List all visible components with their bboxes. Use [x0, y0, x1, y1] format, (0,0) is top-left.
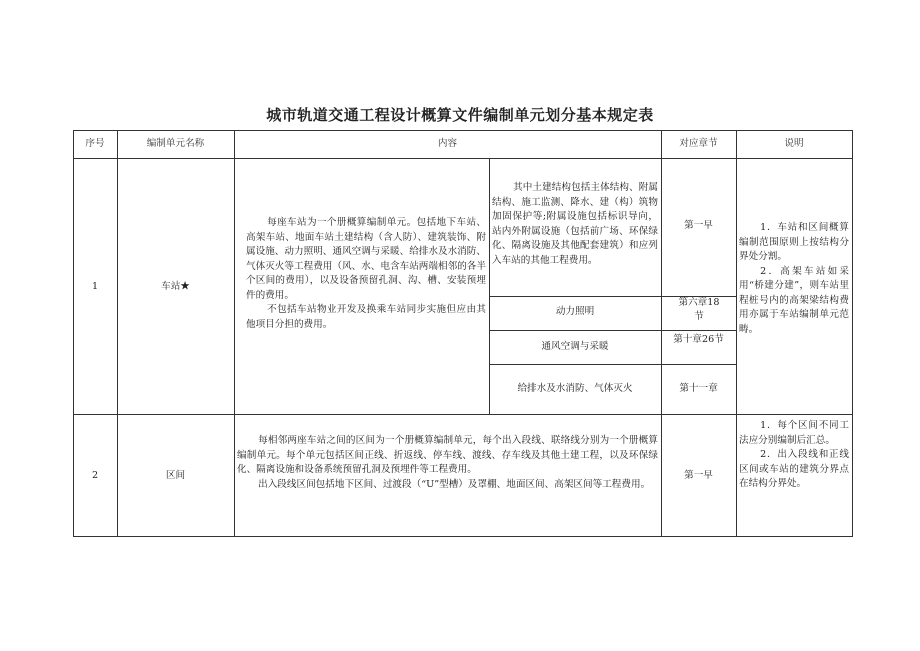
row1-sub-content-1 [492, 181, 658, 268]
col-divider-4 [736, 130, 737, 537]
row2-note-2: 2．出入段线和正线区间或车站的建筑分界点在结构分界处。 [739, 449, 849, 489]
row1-note-1: 1．车站和区间概算编制范围原则上按结构分界处分割。 [739, 222, 849, 262]
row1-sub-content-4: 给排水及水消防、气体灭火 [517, 383, 633, 394]
row2-chapter: 第一早 [684, 470, 713, 481]
row2-content-para-2: 出入段线区间包括地下区间、过渡段（“U”型槽）及罩棚、地面区间、高架区间等工程费用。 [258, 478, 651, 490]
row1-sub-content-1-text: 其中土建结构包括主体结构、附属结构、施工监测、降水、建（构）筑物加固保护等;附属设施包括标识导向，站内外附属设施（包括前广场、环保绿化、隔离设施及其他配套建筑）和应列入车站的其他工程费用。 [492, 182, 658, 266]
row1-content-para-2: 不包括车站物业开发及换乘车站同步实施但应由其他项目分担的费用。 [246, 304, 486, 330]
sub-divider-3 [489, 364, 736, 365]
row2-content-para-1: 每相邻两座车站之间的区间为一个册概算编制单元，每个出入段线、联络线分别为一个册概算编制单元。每个单元包括区间正线、折返线、停车线、渡线、存车线及其他土建工程，以及环保绿化、隔离设施和设备系统预留孔洞及预埋件等工程费用。 [237, 435, 658, 475]
document-title: 城市轨道交通工程设计概算文件编制单元划分基本规定表 [266, 106, 654, 124]
header-content: 内容 [437, 138, 458, 149]
row2-notes [739, 419, 849, 492]
row1-chapter-3: 第十章26节 [673, 334, 724, 345]
row1-chapter-1: 第一早 [684, 220, 713, 231]
header-unit-name: 编制单元名称 [146, 138, 205, 149]
col-divider-2 [234, 130, 235, 537]
row1-sub-content-3: 通风空调与采暖 [541, 341, 609, 352]
row2-content-main [237, 434, 658, 492]
row1-chapter-2: 第六章18节 [678, 297, 720, 322]
col-divider-sub [489, 158, 490, 414]
row1-note-2: 2．高架车站如采用“桥建分建”，则车站里程桩号内的高架梁结构费用亦属于车站编制单元范畴。 [739, 265, 849, 335]
row2-note-1: 1．每个区间不同工法应分别编制后汇总。 [739, 420, 849, 446]
row1-content-main [246, 216, 486, 332]
row2-unit-name: 区间 [165, 470, 186, 481]
row1-chapter-4: 第十一章 [679, 383, 718, 394]
row1-notes [739, 221, 849, 337]
header-seq: 序号 [85, 138, 105, 149]
sub-divider-2 [489, 330, 736, 331]
row1-sub-content-2: 动力照明 [555, 306, 595, 317]
row1-content-para-1: 每座车站为一个册概算编制单元。包括地下车站、高架车站、地面车站土建结构（含人防）、建筑装饰、附属设施、动力照明、通风空调与采暖、给排水及水消防、气体灭火等工程费用（风、水、电含车站两端相邻的各半个区间的费用），以及设备预留孔洞、沟、槽、安装预埋件的费用。 [246, 217, 486, 301]
header-chapter: 对应章节 [679, 138, 718, 149]
table-border-right [852, 130, 853, 537]
row1-seq: 1 [91, 281, 99, 292]
row2-seq: 2 [91, 470, 99, 481]
row1-unit-name: 车站★ [161, 281, 190, 292]
header-note: 说明 [784, 138, 804, 149]
